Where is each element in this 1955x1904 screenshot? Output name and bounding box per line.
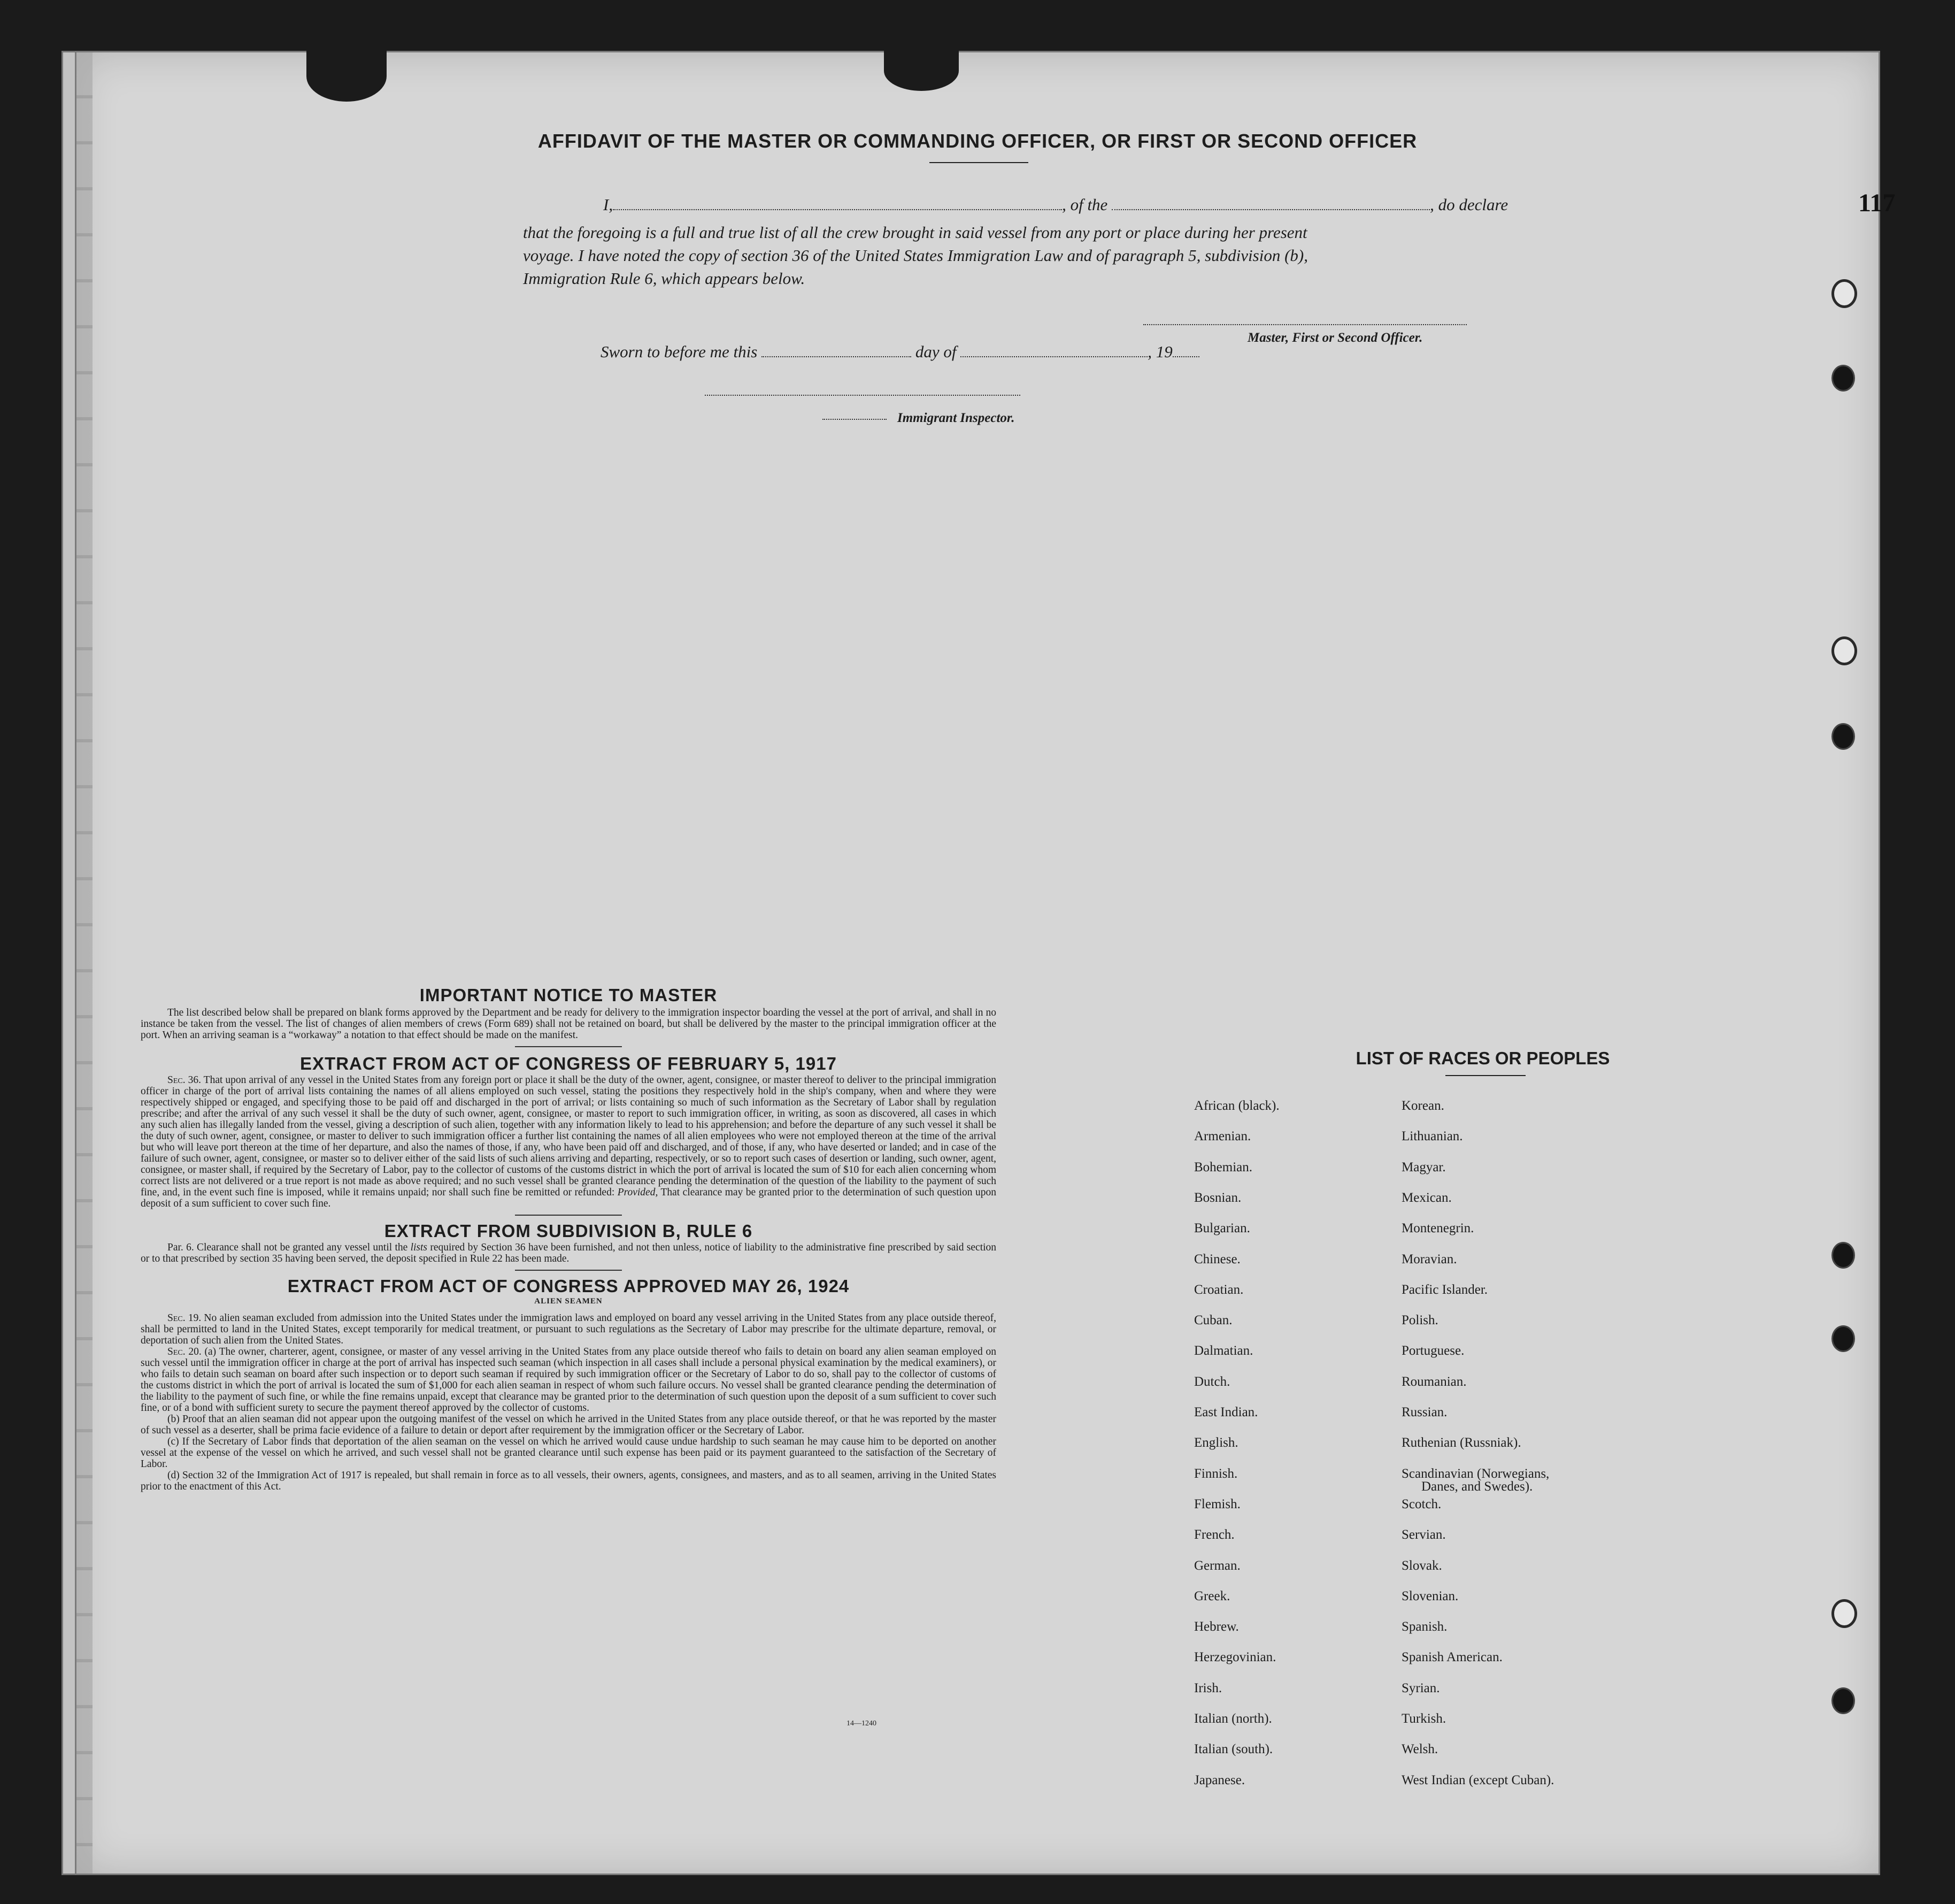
inspector-dots [822,419,887,420]
year-prefix: , 19 [1148,342,1173,361]
provided-label: Provided, [617,1187,658,1198]
master-caption: Master, First or Second Officer. [1248,331,1423,345]
binder-hole [1831,1599,1857,1628]
affidavit-title: AFFIDAVIT OF THE MASTER OR COMMANDING OFFICER, OR FIRST OR SECOND OFFICER [537,130,1418,152]
affidavit-line-2: that the foregoing is a full and true list of all the crew brought in said vessel from any port or place during her present [523,223,1307,242]
notice-text: The list described below shall be prepared on blank forms approved by the Department and be ready for delivery to the immigration inspector boarding the vessel at the port of arrival, and shall in no instance be taken from the vessel. The list of changes of alien members of crews (Form 689) shall not be retained on board, but shall be delivered by the master to the principal immigration officer at the port. When an arriving seaman is a “workaway” a notation to that effect should be made on the manifest. [141,1007,996,1041]
rule6-text-b: required by Section 36 have been furnished, and not then unless, notice of liability to the administrative fine prescribed by said section or to that prescribed by section 35 having been served, the deposit specified in Rule 22 has been made. [141,1242,997,1264]
sec-20c-text: (c) If the Secretary of Labor finds that deportation of the alien seaman on the vessel on which he arrived would cause undue hardship to such seaman he may cause him to be deported on another vessel at the expense of the vessel on which he arrived, and such vessel shall not be granted clearance until such expense has been paid or its payment guaranteed to the satisfaction of the Secretary of Labor. [141,1436,996,1470]
race-item: Bulgarian. [1194,1221,1250,1236]
race-item: Dutch. [1194,1374,1230,1389]
race-item: Lithuanian. [1402,1129,1463,1144]
race-item: African (black). [1194,1099,1280,1113]
race-item: Scotch. [1402,1496,1442,1511]
section-rule [515,1270,622,1271]
race-item: Finnish. [1194,1466,1238,1481]
race-item: Herzegovinian. [1194,1650,1276,1665]
rule6-lists: lists [410,1242,428,1253]
race-item: Montenegrin. [1402,1221,1474,1236]
race-item: Italian (south). [1194,1742,1273,1757]
page-tear [884,51,959,91]
race-item: Russian. [1402,1405,1448,1419]
rule6-text-a: Clearance shall not be granted any vessel until the [197,1242,408,1253]
binder-hole [1831,723,1855,750]
race-item: German. [1194,1558,1241,1573]
par-6-label: Par. 6. [167,1242,194,1253]
year-blank[interactable] [1173,356,1199,357]
affidavit-i: I, [603,195,613,214]
race-item: West Indian (except Cuban). [1402,1772,1554,1787]
binder-hole [1831,1242,1855,1269]
name-blank[interactable] [613,209,1062,210]
section-rule [515,1046,622,1047]
race-item: Flemish. [1194,1496,1241,1511]
race-item-continued: Danes, and Swedes). [1421,1479,1533,1494]
race-item: Spanish. [1402,1619,1448,1634]
race-item: Hebrew. [1194,1619,1239,1634]
inspector-caption: Immigrant Inspector. [897,411,1015,425]
sec-36-body: That upon arrival of any vessel in the United States from any foreign port or place it shall be the duty of the owner, agent, consignee, or master thereof to deliver to the principal immigration officer in charge of the port of arrival lists containing the names of all aliens employed on such vessel, stating the positions they respectively hold in the ship's company, when and where they were respectively shipped or engaged, and specifying those to be paid off and discharged in the port of arrival; or lists containing so much of such information as the Secretary of Labor shall by regulation prescribe; and after the arrival of any such vessel it shall be the duty of such owner, agent, consignee, or master to report to such immigration officer, in writing, as soon as discovered, all cases in which any such alien has illegally landed from the vessel, giving a description of such alien, together with any information likely to lead to his apprehension; and before the departure of any such vessel it shall be the duty of such owner, agent, consignee, or master to deliver to such immigration officer a further list containing the names of all alien employees who were not employed thereon at the time of the arrival but who will leave port thereon at the time of her departure, and also the names of those, if any, who have been paid off and discharged, and of those, if any, who have deserted or landed; and in case of the failure of such owner, agent, consignee, or master so to deliver either of the said lists of such aliens arriving and departing, respectively, or so to report such cases of desertion or landing, such owner, agent, consignee, or master shall, if required by the Secretary of Labor, pay to the collector of customs of the customs district in which the port of arrival is located the sum of $10 for each alien concerning whom correct lists are not delivered or a true report is not made as above required; and no such vessel shall be granted clearance pending the determination of the question of the liability to the payment of such fine, and, in the event such fine is imposed, while it remains unpaid; nor shall such fine be remitted or refunded: [141,1074,996,1198]
binder-hole [1831,279,1857,308]
title-rule [929,162,1028,163]
race-item: Irish. [1194,1680,1222,1695]
race-item: Moravian. [1402,1252,1457,1266]
vessel-blank[interactable] [1112,209,1430,210]
race-item: Servian. [1402,1527,1446,1542]
sec-19-text [141,1312,996,1346]
race-item: Welsh. [1402,1742,1438,1757]
affidavit-line-1 [523,194,1508,216]
notice-column [141,985,997,1492]
race-item: Spanish American. [1402,1650,1503,1665]
race-item: Greek. [1194,1588,1230,1603]
page-edge [76,52,93,1874]
binder-hole [1831,365,1855,391]
race-item: Bohemian. [1194,1160,1253,1174]
race-item: East Indian. [1194,1405,1258,1419]
sec-20d-text: (d) Section 32 of the Immigration Act of 1917 is repealed, but shall remain in force as to all vessels, their owners, agents, consignees, and masters, and as to all seamen, arriving in the United States prior to the enactment of this Act. [141,1470,996,1492]
race-item: Scandinavian (Norwegians, [1402,1466,1550,1481]
race-item: Italian (north). [1194,1711,1272,1726]
inspector-signature-line[interactable] [705,395,1020,396]
month-blank[interactable] [960,356,1148,357]
race-item: Croatian. [1194,1282,1244,1297]
race-item: Japanese. [1194,1772,1245,1787]
race-item: Mexican. [1402,1190,1452,1205]
day-of-text: day of [915,342,957,361]
races-title-rule [1445,1075,1526,1076]
extract-rule6-title: EXTRACT FROM SUBDIVISION B, RULE 6 [384,1221,753,1241]
race-item: Magyar. [1402,1160,1446,1174]
race-item: Korean. [1402,1099,1444,1113]
master-signature-line[interactable] [1143,324,1467,325]
race-item: Portuguese. [1402,1343,1465,1358]
races-title: LIST OF RACES OR PEOPLES [1356,1048,1610,1068]
day-blank[interactable] [761,356,911,357]
sworn-text: Sworn to before me this [601,342,758,361]
race-item: Ruthenian (Russniak). [1402,1435,1521,1450]
provided-text: That clearance may be granted prior to the determination of such question upon deposit of a sum sufficient to cover such fine. [141,1187,996,1209]
sec-20a-body: (a) The owner, charterer, agent, consignee, or master of any vessel arriving in the United States from any place outside thereof who fails to detain on board any alien seaman employed on such vessel until the immigration officer in charge at the port of arrival has inspected such seaman (which inspection in all cases shall include a personal physical examination by the medical examiners), or who fails to detain such seaman on board after such inspection or to deport such seaman if required by such immigration officer or the Secretary of Labor to do so, shall pay to the collector of customs of the customs district in which the port of arrival is located the sum of $1,000 for each alien seaman in respect of whom such failure occurs. No vessel shall be granted clearance pending the determination of the liability to the payment of such fine, or while the fine remains unpaid, except that clearance may be granted prior to the determination of such question upon the deposit of a sum sufficient to cover such fine, or of a bond with sufficient surety to secure the payment thereof approved by the collector of customs. [141,1346,996,1414]
race-item: Polish. [1402,1313,1438,1328]
binder-hole [1831,1325,1855,1352]
extract-1924-title: EXTRACT FROM ACT OF CONGRESS APPROVED MAY 26, 1924 [287,1276,850,1296]
affidavit-line-3: voyage. I have noted the copy of section 36 of the United States Immigration Law and of paragraph 5, subdivision (b), [523,246,1308,265]
sec-20b-text: (b) Proof that an alien seaman did not appear upon the outgoing manifest of the vessel on which he arrived in the United States from any place outside thereof, or that he was reported by the master of such vessel as a deserter, shall be prima facie evidence of a failure to detain or deport after requirement by the immigration officer or the Secretary of Labor. [141,1414,996,1436]
sec-19-label: Sec. 19. [167,1312,202,1324]
affidavit-declare: , do declare [1430,195,1508,214]
alien-seamen-subtitle: ALIEN SEAMEN [534,1297,603,1306]
affidavit-line-4: Immigration Rule 6, which appears below. [523,269,805,288]
form-number: 14—1240 [846,1719,876,1728]
binder-hole [1831,1687,1855,1714]
sworn-line [601,341,1199,363]
sec-36-label: Sec. 36. [167,1074,201,1086]
sec-20-label: Sec. 20. [167,1346,202,1357]
race-item: Syrian. [1402,1680,1440,1695]
sec-19-body: No alien seaman excluded from admission into the United States under the immigration laws and employed on board any vessel arriving in the United States from any place outside thereof, shall be permitted to land in the United States, except temporarily for medical treatment, or pursuant to such regulations as the Secretary of Labor may prescribe for the ultimate departure, removal, or deportation of such alien from the United States. [141,1312,996,1346]
sec-20a-text [141,1346,996,1414]
race-item: Chinese. [1194,1252,1241,1266]
race-item: French. [1194,1527,1235,1542]
race-item: Pacific Islander. [1402,1282,1488,1297]
race-item: Turkish. [1402,1711,1446,1726]
race-item: Cuban. [1194,1313,1233,1328]
notice-title: IMPORTANT NOTICE TO MASTER [419,985,718,1005]
race-item: Slovenian. [1402,1588,1459,1603]
race-item: English. [1194,1435,1238,1450]
binder-hole [1831,636,1857,665]
race-item: Slovak. [1402,1558,1442,1573]
page-tear [306,51,387,102]
section-rule [515,1215,622,1216]
manifest-page [75,51,1880,1875]
race-item: Armenian. [1194,1129,1251,1144]
race-item: Roumanian. [1402,1374,1467,1389]
race-item: Dalmatian. [1194,1343,1253,1358]
race-item: Bosnian. [1194,1190,1242,1205]
extract-1917-title: EXTRACT FROM ACT OF CONGRESS OF FEBRUARY 5, 1917 [300,1054,837,1073]
page-number: 117 [1858,189,1896,217]
extract-1917-text [141,1074,996,1209]
affidavit-of-the: , of the [1062,195,1108,214]
extract-rule6-text [141,1242,996,1264]
